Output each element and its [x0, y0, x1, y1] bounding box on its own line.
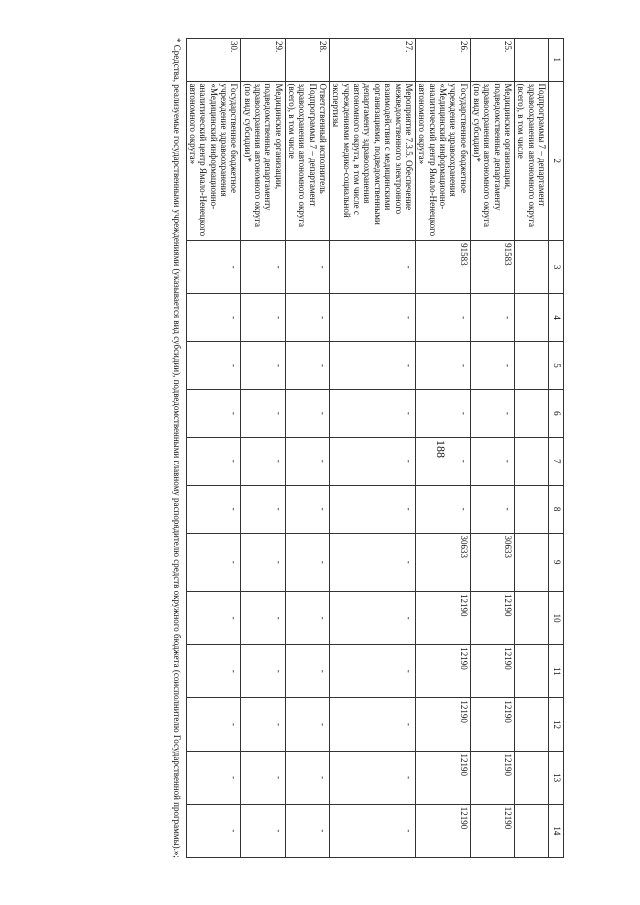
table-cell [514, 804, 548, 857]
table-cell [514, 389, 548, 437]
column-header: 1 [549, 39, 564, 82]
table-cell: - [241, 592, 285, 645]
table-cell: - [285, 698, 329, 751]
table-cell: - [330, 645, 416, 698]
table-cell: - [285, 389, 329, 437]
table-cell: - [186, 533, 241, 592]
table-cell: 12190 [470, 751, 514, 804]
table-cell [514, 751, 548, 804]
row-name: Ответственный исполнитель Подпрограммы 7 – департамент здравоохранения автономного округа (всего), в том числе [285, 81, 329, 241]
row-name: Медицинские организации, подведомственные департаменту здравоохранения автономного округа (по виду субсидии)* [241, 81, 285, 241]
table-cell: - [186, 342, 241, 390]
table-cell: - [470, 437, 514, 485]
row-number: 29. [241, 39, 285, 82]
column-header: 10 [549, 592, 564, 645]
table-cell: 12190 [415, 751, 470, 804]
table-cell: 91583 [415, 241, 470, 294]
column-header: 2 [549, 81, 564, 241]
table-cell: - [330, 698, 416, 751]
table-cell: 12190 [415, 592, 470, 645]
table-cell: - [241, 294, 285, 342]
table-cell: 91583 [470, 241, 514, 294]
table-cell: - [241, 342, 285, 390]
table-cell: - [241, 751, 285, 804]
row-name: Государственное бюджетное учреждение здравоохранения «Медицинский информационно-аналитический центр Ямало-Ненецкого автономного округа» [186, 81, 241, 241]
budget-table [186, 38, 564, 858]
table-cell: - [186, 294, 241, 342]
table-cell: - [241, 533, 285, 592]
table-cell: - [285, 485, 329, 533]
table-cell [514, 485, 548, 533]
column-header: 7 [549, 437, 564, 485]
table-cell: - [186, 241, 241, 294]
table-cell: 12190 [415, 698, 470, 751]
table-header-row [549, 39, 564, 858]
table-cell: - [285, 241, 329, 294]
table-cell: 12190 [415, 804, 470, 857]
row-number: 25. [470, 39, 514, 82]
table-cell: - [330, 389, 416, 437]
table-cell: - [285, 294, 329, 342]
table-cell: - [186, 698, 241, 751]
table-row [514, 39, 548, 858]
row-number: 26. [415, 39, 470, 82]
table-row [415, 39, 470, 858]
table-cell [514, 645, 548, 698]
table-cell: - [330, 592, 416, 645]
table-cell: 30633 [470, 533, 514, 592]
table-cell: - [415, 485, 470, 533]
table-cell: - [415, 437, 470, 485]
table-cell [514, 698, 548, 751]
table-cell [514, 241, 548, 294]
table-row [470, 39, 514, 858]
column-header: 8 [549, 485, 564, 533]
table-cell: - [330, 294, 416, 342]
table-cell: - [415, 342, 470, 390]
column-header: 13 [549, 751, 564, 804]
table-cell [514, 533, 548, 592]
table-cell: 12190 [470, 698, 514, 751]
footnote: * Средства, реализуемые государственными учреждениями (указывается вид субсидии), подведомственными главному распорядителю средств окружного бюджета (соисполнителю Государственной программы).»; [171, 38, 182, 858]
table-cell: - [186, 804, 241, 857]
table-cell [514, 592, 548, 645]
rotated-content [104, 38, 564, 878]
table-cell: - [330, 804, 416, 857]
table-cell [514, 342, 548, 390]
table-cell: - [330, 241, 416, 294]
table-cell: - [330, 437, 416, 485]
table-cell: - [241, 241, 285, 294]
table-cell: 12190 [470, 804, 514, 857]
page-number: 188 [434, 440, 448, 458]
table-cell: 30633 [415, 533, 470, 592]
table-cell: - [330, 751, 416, 804]
table-cell: - [285, 645, 329, 698]
table-cell: - [241, 698, 285, 751]
table-cell: - [186, 389, 241, 437]
table-cell: - [186, 592, 241, 645]
row-number: 27. [330, 39, 416, 82]
table-cell: - [470, 294, 514, 342]
table-row [330, 39, 416, 858]
column-header: 5 [549, 342, 564, 390]
row-number: 28. [285, 39, 329, 82]
column-header: 6 [549, 389, 564, 437]
table-cell: - [241, 804, 285, 857]
column-header: 14 [549, 804, 564, 857]
table-cell: 12190 [470, 592, 514, 645]
table-cell: - [285, 804, 329, 857]
table-cell: - [285, 437, 329, 485]
table-cell [514, 437, 548, 485]
column-header: 11 [549, 645, 564, 698]
table-cell: - [470, 342, 514, 390]
table-cell: - [241, 485, 285, 533]
table-cell [514, 294, 548, 342]
table-cell: - [285, 751, 329, 804]
table-row [186, 39, 241, 858]
table-cell: - [285, 342, 329, 390]
table-cell: - [415, 389, 470, 437]
table-cell: - [186, 485, 241, 533]
column-header: 4 [549, 294, 564, 342]
column-header: 9 [549, 533, 564, 592]
column-header: 3 [549, 241, 564, 294]
table-row [241, 39, 285, 858]
table-cell: - [186, 645, 241, 698]
row-number: 30. [186, 39, 241, 82]
table-cell: 12190 [470, 645, 514, 698]
table-cell: - [330, 485, 416, 533]
row-name: Подпрограммы 7 – департамент здравоохранения автономного округа (всего), в том числе [514, 81, 548, 241]
table-cell: - [241, 437, 285, 485]
table-cell: - [330, 533, 416, 592]
row-name: Государственное бюджетное учреждение здравоохранения «Медицинский информационно-аналитический центр Ямало-Ненецкого автономного округа» [415, 81, 470, 241]
table-row [285, 39, 329, 858]
table-cell: - [285, 533, 329, 592]
table-cell: - [415, 294, 470, 342]
column-header: 12 [549, 698, 564, 751]
table-cell: - [330, 342, 416, 390]
table-cell: - [186, 751, 241, 804]
table-cell: - [186, 437, 241, 485]
table-cell: - [241, 645, 285, 698]
row-name: Медицинские организации, подведомственные департаменту здравоохранения автономного округа (по виду субсидии)* [470, 81, 514, 241]
row-number [514, 39, 548, 82]
table-cell: - [241, 389, 285, 437]
table-cell: 12190 [415, 645, 470, 698]
table-cell: - [470, 389, 514, 437]
table-cell: - [470, 485, 514, 533]
table-cell: - [285, 592, 329, 645]
row-name: Мероприятие 7.3.5. Обеспечение межведомственного электронного взаимодействия с медицинскими организациями, подведомственными департаменту здравоохранения автономного округа, в том числе с учреждениями медико-социальной экспертизы [330, 81, 416, 241]
